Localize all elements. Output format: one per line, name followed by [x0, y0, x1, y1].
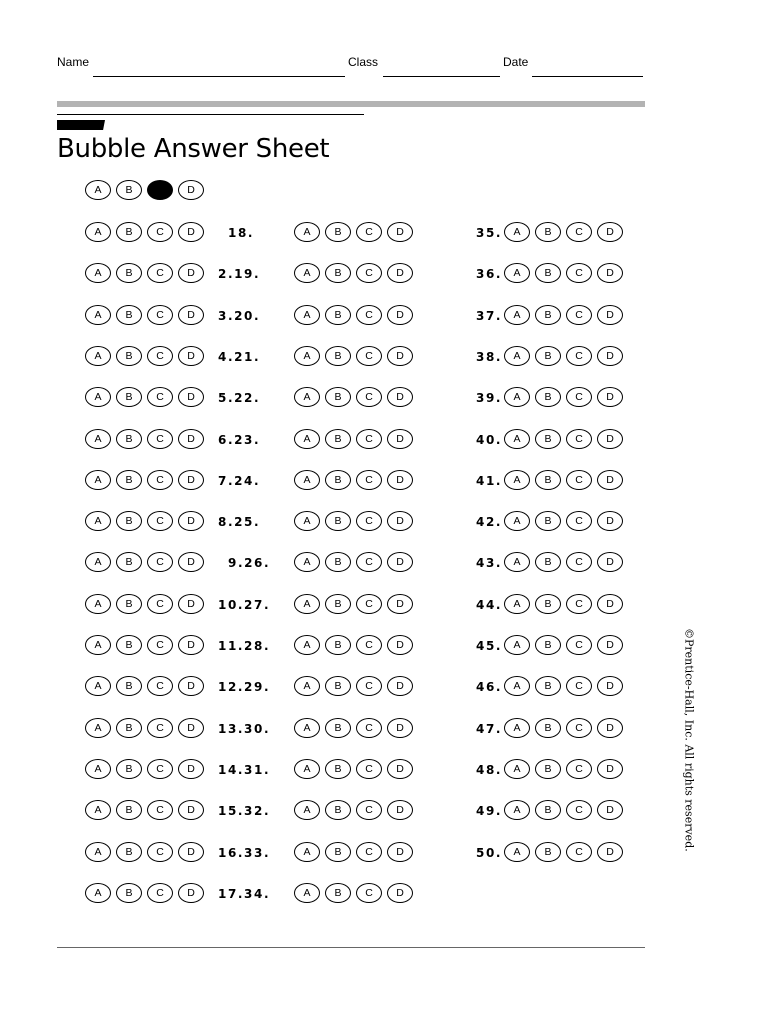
bubble-a[interactable]: A [85, 470, 111, 490]
bubble-c[interactable]: C [147, 429, 173, 449]
bubble-c[interactable]: C [566, 387, 592, 407]
bubble-d[interactable]: D [597, 222, 623, 242]
bubble-a[interactable]: A [504, 552, 530, 572]
bubble-b[interactable]: B [325, 263, 351, 283]
bubble-d[interactable]: D [178, 883, 204, 903]
bubble-c[interactable]: C [147, 552, 173, 572]
bubble-c[interactable]: C [356, 387, 382, 407]
bubble-c[interactable]: C [566, 718, 592, 738]
bubble-b[interactable]: B [116, 883, 142, 903]
bubble-c[interactable]: C [356, 759, 382, 779]
bubble-b[interactable]: B [535, 263, 561, 283]
bubble-d[interactable]: D [387, 800, 413, 820]
bubble-a[interactable]: A [504, 429, 530, 449]
bubble-b[interactable]: B [325, 800, 351, 820]
bubble-c[interactable]: C [566, 346, 592, 366]
bubble-b[interactable]: B [116, 346, 142, 366]
bubble-a[interactable]: A [504, 594, 530, 614]
bubble-c[interactable]: C [356, 429, 382, 449]
bubble-b[interactable]: B [325, 594, 351, 614]
question-number: 43. [476, 556, 503, 570]
bubble-c[interactable]: C [356, 800, 382, 820]
bubble-c[interactable]: C [356, 842, 382, 862]
bubble-c[interactable]: C [356, 594, 382, 614]
question-number: 10.27. [218, 598, 271, 612]
bubble-c[interactable]: C [356, 305, 382, 325]
bubble-c[interactable]: C [147, 470, 173, 490]
bubble-d[interactable]: D [387, 429, 413, 449]
page-title: Bubble Answer Sheet [57, 134, 330, 164]
bubble-c[interactable]: C [147, 222, 173, 242]
bubble-a[interactable]: A [504, 346, 530, 366]
bubble-d[interactable]: D [597, 429, 623, 449]
bubble-a[interactable]: A [294, 635, 320, 655]
bubble-d[interactable]: D [178, 635, 204, 655]
bubble-a[interactable]: A [294, 511, 320, 531]
bubble-a[interactable]: A [85, 635, 111, 655]
question-number: 36. [476, 267, 503, 281]
bubble-c[interactable]: C [147, 305, 173, 325]
bubble-c[interactable]: C [566, 800, 592, 820]
bubble-a[interactable]: A [85, 883, 111, 903]
bubble-d[interactable]: D [178, 842, 204, 862]
bubble-b[interactable]: B [535, 552, 561, 572]
bubble-a[interactable]: A [504, 511, 530, 531]
bubble-a[interactable]: A [504, 470, 530, 490]
bubble-a[interactable]: A [504, 263, 530, 283]
question-number: 12.29. [218, 680, 271, 694]
date-label: Date [503, 55, 529, 69]
question-number: 7.24. [218, 474, 261, 488]
bubble-a[interactable]: A [85, 718, 111, 738]
bubble-d[interactable]: D [178, 180, 204, 200]
bubble-a[interactable]: A [504, 635, 530, 655]
bubble-a[interactable]: A [85, 387, 111, 407]
question-number: 16.33. [218, 846, 271, 860]
question-number: 42. [476, 515, 503, 529]
bubble-d[interactable]: D [387, 387, 413, 407]
question-number: 17.34. [218, 887, 271, 901]
question-number: 49. [476, 804, 503, 818]
bubble-c[interactable]: C [566, 263, 592, 283]
bubble-c[interactable]: C [566, 842, 592, 862]
bubble-b[interactable]: B [325, 842, 351, 862]
bubble-a[interactable]: A [294, 800, 320, 820]
bubble-d[interactable]: D [178, 800, 204, 820]
bubble-d[interactable]: D [387, 222, 413, 242]
bubble-d[interactable]: D [387, 263, 413, 283]
bubble-a[interactable]: A [294, 346, 320, 366]
bubble-b[interactable]: B [116, 429, 142, 449]
bubble-a[interactable]: A [504, 759, 530, 779]
question-number: 41. [476, 474, 503, 488]
bubble-a[interactable]: A [85, 842, 111, 862]
question-number: 3.20. [218, 309, 261, 323]
bubble-d[interactable]: D [597, 263, 623, 283]
bubble-d[interactable]: D [597, 635, 623, 655]
bubble-d[interactable]: D [597, 594, 623, 614]
bubble-d[interactable]: D [597, 676, 623, 696]
bubble-b[interactable]: B [116, 676, 142, 696]
bubble-c[interactable]: C [147, 676, 173, 696]
bubble-b[interactable]: B [535, 346, 561, 366]
bubble-d[interactable]: D [597, 800, 623, 820]
bubble-d[interactable]: D [597, 842, 623, 862]
bubble-b[interactable]: B [325, 635, 351, 655]
bubble-b[interactable]: B [535, 429, 561, 449]
question-number: 50. [476, 846, 503, 860]
bubble-d[interactable]: D [597, 305, 623, 325]
bubble-c[interactable]: C [147, 387, 173, 407]
question-number: 14.31. [218, 763, 271, 777]
bubble-c[interactable]: C [566, 635, 592, 655]
bubble-d[interactable]: D [178, 305, 204, 325]
question-number: 47. [476, 722, 503, 736]
bubble-c[interactable]: C [147, 842, 173, 862]
bubble-c[interactable]: C [356, 883, 382, 903]
bubble-a[interactable]: A [504, 305, 530, 325]
bubble-b[interactable]: B [116, 222, 142, 242]
footer-rule [57, 947, 645, 948]
bubble-c[interactable]: C [147, 594, 173, 614]
bubble-d[interactable]: D [387, 676, 413, 696]
section-tab [57, 120, 105, 130]
question-number: 48. [476, 763, 503, 777]
bubble-a[interactable]: A [504, 387, 530, 407]
bubble-d[interactable]: D [597, 387, 623, 407]
question-number: 38. [476, 350, 503, 364]
bubble-a[interactable]: A [294, 305, 320, 325]
bubble-d[interactable]: D [597, 511, 623, 531]
bubble-d[interactable]: D [597, 470, 623, 490]
bubble-c[interactable]: C [566, 594, 592, 614]
bubble-b[interactable]: B [116, 470, 142, 490]
bubble-a[interactable]: A [294, 842, 320, 862]
question-number: 8.25. [218, 515, 261, 529]
name-field[interactable] [93, 76, 345, 77]
bubble-a[interactable]: A [294, 883, 320, 903]
bubble-a[interactable]: A [294, 222, 320, 242]
bubble-a[interactable]: A [85, 180, 111, 200]
bubble-b[interactable]: B [535, 842, 561, 862]
bubble-a[interactable]: A [85, 676, 111, 696]
bubble-d[interactable]: D [387, 718, 413, 738]
bubble-b[interactable]: B [535, 718, 561, 738]
bubble-c[interactable]: C [356, 346, 382, 366]
bubble-b[interactable]: B [535, 387, 561, 407]
bubble-d[interactable]: D [178, 387, 204, 407]
bubble-c[interactable]: C [566, 676, 592, 696]
bubble-b[interactable]: B [535, 470, 561, 490]
bubble-b[interactable]: B [325, 346, 351, 366]
title-rule [57, 114, 364, 115]
bubble-a[interactable]: A [294, 387, 320, 407]
bubble-a[interactable]: A [294, 429, 320, 449]
bubble-c[interactable]: C [147, 718, 173, 738]
bubble-b[interactable]: B [325, 676, 351, 696]
bubble-d[interactable]: D [387, 594, 413, 614]
bubble-b[interactable]: B [325, 883, 351, 903]
bubble-a[interactable]: A [504, 842, 530, 862]
question-number: 15.32. [218, 804, 271, 818]
bubble-b[interactable]: B [116, 305, 142, 325]
bubble-a[interactable]: A [85, 759, 111, 779]
bubble-c[interactable]: C [147, 759, 173, 779]
bubble-d[interactable]: D [387, 883, 413, 903]
bubble-a[interactable]: A [504, 222, 530, 242]
bubble-c[interactable]: C [356, 676, 382, 696]
bubble-c[interactable]: C [566, 222, 592, 242]
bubble-b[interactable]: B [116, 759, 142, 779]
bubble-d[interactable]: D [178, 594, 204, 614]
bubble-b[interactable]: B [116, 387, 142, 407]
bubble-d[interactable]: D [178, 511, 204, 531]
bubble-d[interactable]: D [178, 759, 204, 779]
bubble-c[interactable]: C [566, 759, 592, 779]
bubble-b[interactable]: B [535, 635, 561, 655]
bubble-b[interactable]: B [325, 470, 351, 490]
bubble-b[interactable]: B [535, 305, 561, 325]
bubble-a[interactable]: A [294, 718, 320, 738]
bubble-b[interactable]: B [116, 552, 142, 572]
question-number: 40. [476, 433, 503, 447]
bubble-a[interactable]: A [294, 759, 320, 779]
question-number: 46. [476, 680, 503, 694]
question-number: 18. [228, 226, 255, 240]
bubble-d[interactable]: D [597, 718, 623, 738]
bubble-b[interactable]: B [116, 594, 142, 614]
question-number: 2.19. [218, 267, 261, 281]
bubble-b[interactable]: B [535, 511, 561, 531]
bubble-c[interactable]: C [147, 635, 173, 655]
bubble-a[interactable]: A [294, 263, 320, 283]
bubble-c[interactable]: C [356, 552, 382, 572]
bubble-c[interactable]: C [147, 800, 173, 820]
question-number: 9.26. [228, 556, 271, 570]
bubble-b[interactable]: B [535, 800, 561, 820]
question-number: 39. [476, 391, 503, 405]
question-number: 35. [476, 226, 503, 240]
bubble-d[interactable]: D [178, 263, 204, 283]
bubble-a[interactable]: A [504, 718, 530, 738]
bubble-b[interactable]: B [535, 759, 561, 779]
bubble-c[interactable]: C [566, 429, 592, 449]
bubble-a[interactable]: A [85, 222, 111, 242]
bubble-a[interactable]: A [294, 676, 320, 696]
bubble-c[interactable]: C [356, 470, 382, 490]
bubble-d[interactable]: D [597, 759, 623, 779]
bubble-b[interactable]: B [325, 511, 351, 531]
bubble-c[interactable]: C [147, 180, 173, 200]
bubble-c[interactable]: C [566, 470, 592, 490]
bubble-d[interactable]: D [178, 718, 204, 738]
bubble-b[interactable]: B [535, 222, 561, 242]
bubble-a[interactable]: A [294, 470, 320, 490]
bubble-c[interactable]: C [147, 511, 173, 531]
bubble-c[interactable]: C [356, 635, 382, 655]
name-label: Name [57, 55, 90, 69]
bubble-d[interactable]: D [387, 470, 413, 490]
bubble-b[interactable]: B [116, 718, 142, 738]
bubble-b[interactable]: B [535, 594, 561, 614]
bubble-d[interactable]: D [178, 429, 204, 449]
question-number: 6.23. [218, 433, 261, 447]
bubble-b[interactable]: B [535, 676, 561, 696]
bubble-d[interactable]: D [387, 842, 413, 862]
bubble-c[interactable]: C [566, 305, 592, 325]
bubble-c[interactable]: C [147, 263, 173, 283]
bubble-a[interactable]: A [85, 346, 111, 366]
question-number: 44. [476, 598, 503, 612]
bubble-a[interactable]: A [504, 676, 530, 696]
bubble-d[interactable]: D [178, 676, 204, 696]
bubble-b[interactable]: B [325, 759, 351, 779]
bubble-d[interactable]: D [597, 552, 623, 572]
bubble-c[interactable]: C [356, 718, 382, 738]
bubble-d[interactable]: D [178, 552, 204, 572]
bubble-b[interactable]: B [116, 635, 142, 655]
class-label: Class [348, 55, 379, 69]
question-number: 11.28. [218, 639, 271, 653]
bubble-b[interactable]: B [325, 387, 351, 407]
bubble-b[interactable]: B [116, 842, 142, 862]
copyright-notice: ©Prentice-Hall, Inc. All rights reserved. [682, 628, 696, 852]
class-field[interactable] [383, 76, 500, 77]
bubble-b[interactable]: B [325, 429, 351, 449]
date-field[interactable] [532, 76, 643, 77]
bubble-a[interactable]: A [504, 800, 530, 820]
bubble-a[interactable]: A [85, 800, 111, 820]
bubble-c[interactable]: C [147, 346, 173, 366]
bubble-a[interactable]: A [85, 511, 111, 531]
question-number: 4.21. [218, 350, 261, 364]
bubble-d[interactable]: D [178, 470, 204, 490]
header-divider [57, 101, 645, 107]
bubble-b[interactable]: B [325, 305, 351, 325]
bubble-d[interactable]: D [387, 511, 413, 531]
bubble-b[interactable]: B [325, 222, 351, 242]
bubble-b[interactable]: B [325, 718, 351, 738]
bubble-d[interactable]: D [387, 552, 413, 572]
question-number: 13.30. [218, 722, 271, 736]
bubble-a[interactable]: A [85, 429, 111, 449]
bubble-a[interactable]: A [294, 552, 320, 572]
bubble-c[interactable]: C [356, 222, 382, 242]
bubble-a[interactable]: A [294, 594, 320, 614]
bubble-d[interactable]: D [597, 346, 623, 366]
bubble-c[interactable]: C [356, 263, 382, 283]
question-number: 5.22. [218, 391, 261, 405]
bubble-c[interactable]: C [566, 511, 592, 531]
question-number: 45. [476, 639, 503, 653]
bubble-a[interactable]: A [85, 305, 111, 325]
bubble-c[interactable]: C [356, 511, 382, 531]
bubble-a[interactable]: A [85, 594, 111, 614]
bubble-d[interactable]: D [387, 346, 413, 366]
bubble-b[interactable]: B [116, 263, 142, 283]
bubble-a[interactable]: A [85, 263, 111, 283]
bubble-b[interactable]: B [116, 180, 142, 200]
bubble-b[interactable]: B [325, 552, 351, 572]
bubble-d[interactable]: D [178, 222, 204, 242]
bubble-d[interactable]: D [178, 346, 204, 366]
question-number: 37. [476, 309, 503, 323]
bubble-b[interactable]: B [116, 511, 142, 531]
bubble-d[interactable]: D [387, 635, 413, 655]
bubble-d[interactable]: D [387, 759, 413, 779]
bubble-c[interactable]: C [147, 883, 173, 903]
bubble-c[interactable]: C [566, 552, 592, 572]
bubble-b[interactable]: B [116, 800, 142, 820]
bubble-a[interactable]: A [85, 552, 111, 572]
bubble-d[interactable]: D [387, 305, 413, 325]
